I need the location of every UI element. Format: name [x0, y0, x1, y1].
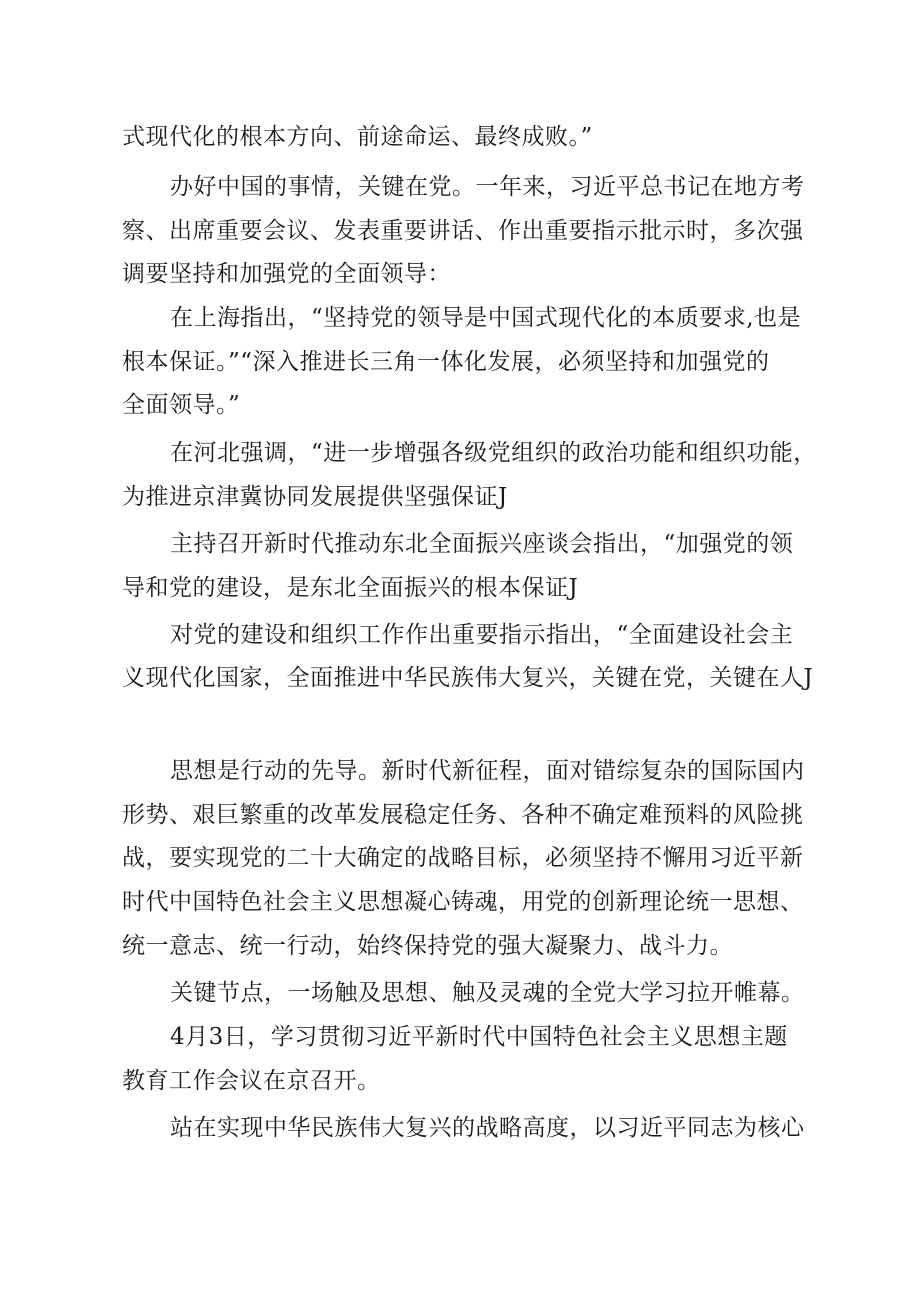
text-line: 形势、艰巨繁重的改革发展稳定任务、各种不确定难预料的风险挑: [122, 802, 804, 828]
text-line: 义现代化国家，全面推进中华民族伟大复兴，关键在党，关键在人J: [122, 665, 814, 691]
text-line: 战，要实现党的二十大确定的战略目标，必须坚持不懈用习近平新: [122, 845, 804, 871]
text-line: 时代中国特色社会主义思想凝心铸魂，用党的创新理论统一思想、: [122, 889, 804, 915]
text-line: 调要坚持和加强党的全面领导：: [122, 261, 451, 287]
text-line: 式现代化的根本方向、前途命运、最终成败。”: [122, 124, 593, 150]
text-line: 站在实现中华民族伟大复兴的战略高度，以习近平同志为核心: [170, 1115, 805, 1141]
text-line: 在河北强调，“进一步增强各级党组织的政治功能和组织功能，: [170, 440, 817, 466]
text-line: 关键节点，一场触及思想、触及灵魂的全党大学习拉开帷幕。: [170, 980, 805, 1006]
text-line: 导和党的建设，是东北全面振兴的根本保证J: [122, 575, 579, 601]
text-line: 办好中国的事情，关键在党。一年来，习近平总书记在地方考: [170, 174, 805, 200]
text-line: 主持召开新时代推动东北全面振兴座谈会指出，“加强党的领: [170, 531, 794, 557]
text-line: 在上海指出，“坚持党的领导是中国式现代化的本质要求,也是: [170, 305, 802, 331]
text-line: 思想是行动的先导。新时代新征程，面对错综复杂的国际国内: [170, 758, 805, 784]
text-line: 统一意志、统一行动，始终保持党的强大凝聚力、战斗力。: [122, 933, 733, 959]
text-line: 4月3日，学习贯彻习近平新时代中国特色社会主义思想主题: [170, 1024, 788, 1050]
text-line: 为推进京津冀协同发展提供坚强保证J: [122, 484, 508, 510]
text-line: 全面领导。”: [122, 392, 241, 418]
text-line: 教育工作会议在京召开。: [122, 1068, 381, 1094]
text-line: 对党的建设和组织工作作出重要指示指出，“全面建设社会主: [170, 622, 794, 648]
text-line: 根本保证。”“深入推进长三角一体化发展，必须坚持和加强党的: [122, 349, 770, 375]
text-line: 察、出席重要会议、发表重要讲话、作出重要指示批示时，多次强: [122, 218, 804, 244]
